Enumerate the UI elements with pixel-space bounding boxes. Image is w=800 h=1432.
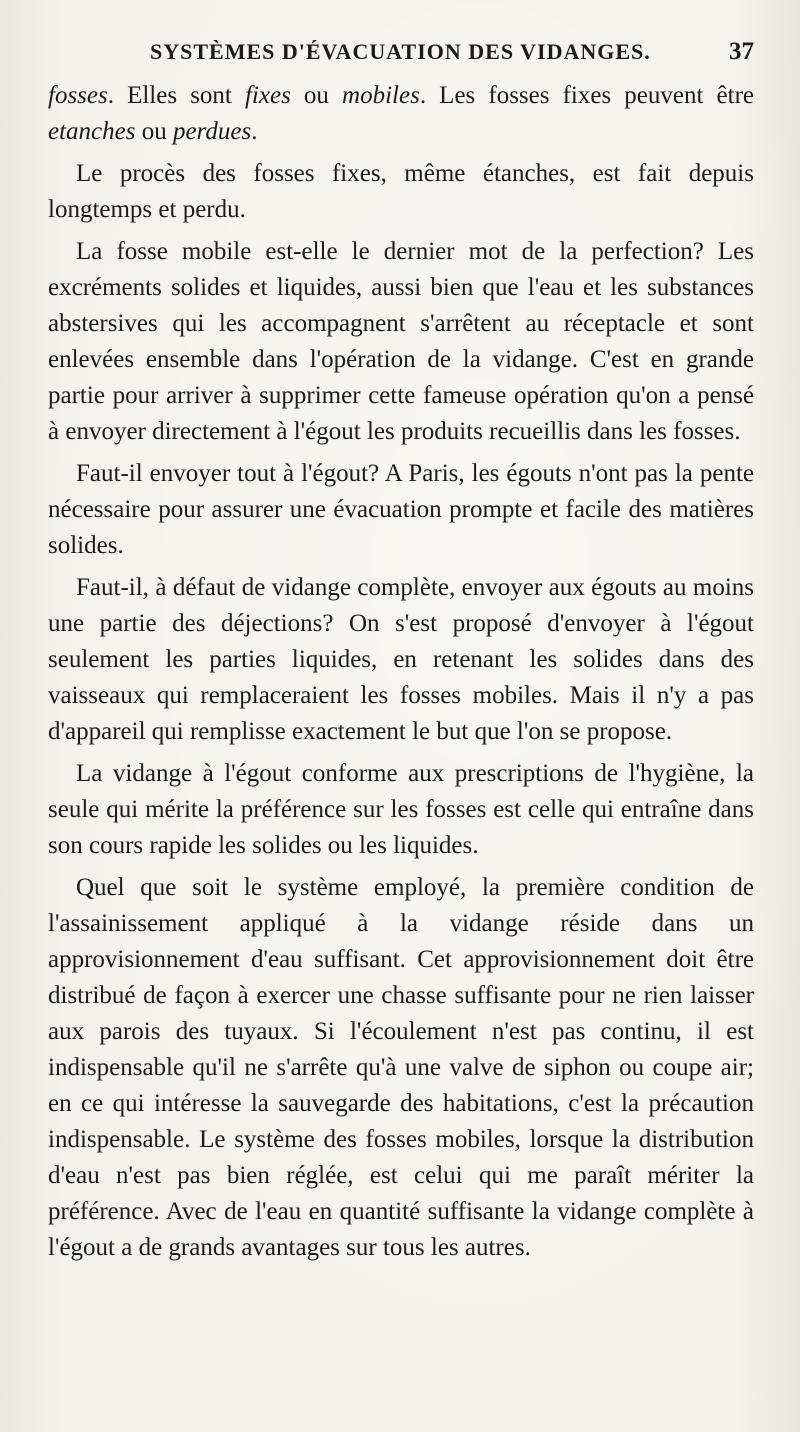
- text-run: . Elles sont: [107, 82, 245, 109]
- paragraph-6: [48, 756, 754, 864]
- running-head: SYSTÈMES D'ÉVACUATION DES VIDANGES.: [150, 39, 651, 64]
- italic-text: fosses: [48, 82, 108, 109]
- paragraph-2: [48, 156, 754, 228]
- text-run: ou: [290, 82, 343, 109]
- paragraph-4: [48, 456, 754, 564]
- text-run: Le procès des fosses fixes, même étanches, est fait depuis longtemps et perdu.: [48, 160, 754, 223]
- text-run: . Les fosses fixes peuvent être: [419, 82, 755, 109]
- body-text: [48, 78, 754, 1272]
- text-run: La vidange à l'égout conforme aux prescriptions de l'hygiène, la seule qui mérite la préférence sur les fosses est celle qui entraîne dans son cours rapide les solides ou les liquides.: [48, 760, 754, 859]
- paragraph-1: [48, 78, 754, 150]
- text-run: Faut-il, à défaut de vidange complète, envoyer aux égouts au moins une partie des déjections? On s'est proposé d'envoyer à l'égout seulement les parties liquides, en retenant les solides dans des vaisseaux qui remplaceraient les fosses mobiles. Mais il n'y a pas d'appareil qui remplisse exactement le but que l'on se propose.: [48, 574, 754, 745]
- paragraph-5: [48, 570, 754, 750]
- page-number: 37: [729, 38, 754, 65]
- paragraph-7: [48, 870, 754, 1266]
- page-header: [150, 38, 754, 68]
- italic-text: mobiles: [342, 82, 420, 109]
- text-run: La fosse mobile est-elle le dernier mot de la perfection? Les excréments solides et liquides, aussi bien que l'eau et les substances abstersives qui les accompagnent s'arrêtent au réceptacle et sont enlevées ensemble dans l'opération de la vidange. C'est en grande partie pour arriver à supprimer cette fameuse opération qu'on a pensé à envoyer directement à l'égout les produits recueillis dans les fosses.: [48, 238, 754, 445]
- italic-text: fixes: [244, 82, 291, 109]
- italic-text: etanches: [48, 118, 136, 145]
- italic-text: perdues: [172, 118, 252, 145]
- text-run: Quel que soit le système employé, la première condition de l'assainissement appliqué à la vidange réside dans un approvisionnement d'eau suffisant. Cet approvisionnement doit être distribué de façon à exercer une chasse suffisante pour ne rien laisser aux parois des tuyaux. Si l'écoulement n'est pas continu, il est indispensable qu'il ne s'arrête qu'à une valve de siphon ou coupe air; en ce qui intéresse la sauvegarde des habitations, c'est la précaution indispensable. Le système des fosses mobiles, lorsque la distribution d'eau n'est pas bien réglée, est celui qui me paraît mériter la préférence. Avec de l'eau en quantité suffisante la vidange complète à l'égout a de grands avantages sur tous les autres.: [48, 874, 754, 1261]
- text-run: ou: [135, 118, 173, 145]
- text-run: Faut-il envoyer tout à l'égout? A Paris, les égouts n'ont pas la pente nécessaire pour assurer une évacuation prompte et facile des matières solides.: [48, 460, 754, 559]
- paragraph-3: [48, 234, 754, 450]
- text-run: .: [251, 118, 258, 145]
